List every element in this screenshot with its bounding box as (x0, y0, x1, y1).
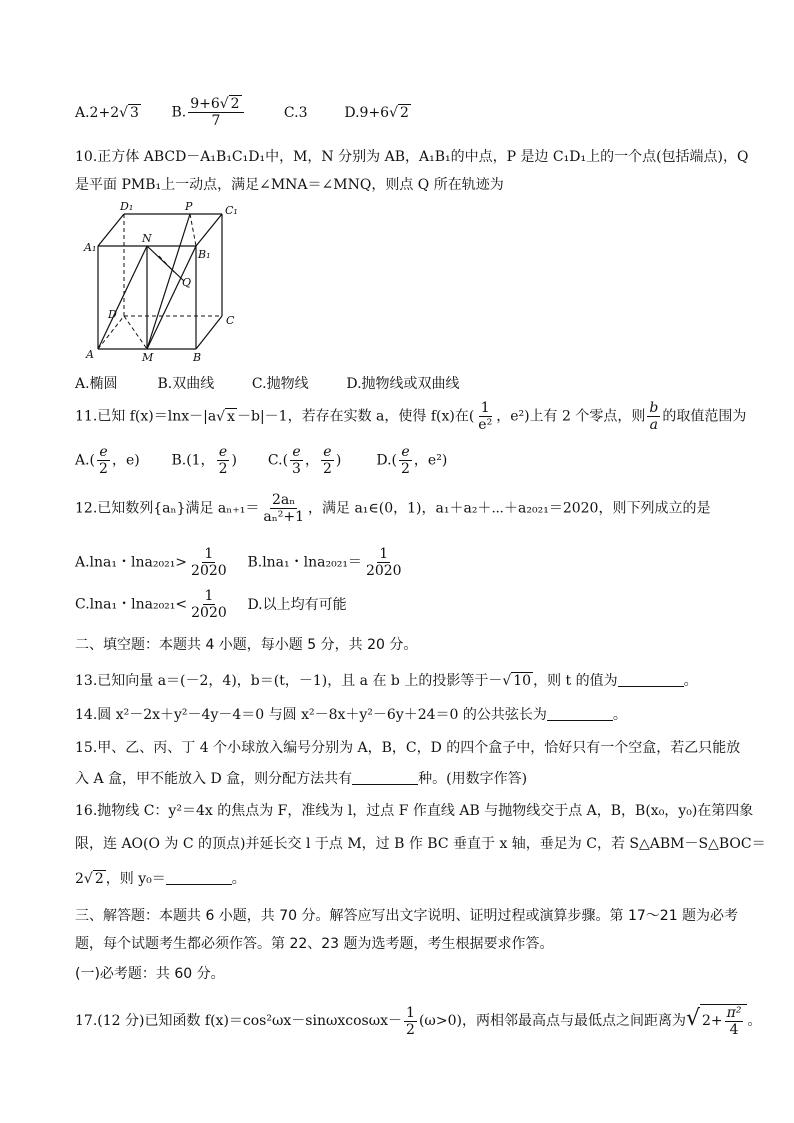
section-3-line3: (一)必考题：共 60 分。 (75, 966, 225, 982)
q16-line1: 16.抛物线 C：y²＝4x 的焦点为 F，准线为 l，过点 F 作直线 AB 与抛物线交于点 A，B，B(x₀，y₀)在第四象 (75, 803, 754, 819)
q13-answer-blank[interactable] (618, 672, 684, 687)
q11-suffix: 的取值范围为 (662, 408, 747, 425)
q15-answer-blank[interactable] (352, 770, 418, 785)
q11-mid2: ，e²)上有 2 个零点，则 (496, 408, 646, 425)
q15-line2: 入 A 盒，甲不能放入 D 盒，则分配方法共有 种。(用数字作答) (75, 771, 528, 787)
q14-text: 14.圆 x²－2x＋y²－4y－4＝0 与圆 x²－8x＋y²－6y＋24＝0 的公共弦长为 (75, 707, 547, 723)
q9-b-label: B. (171, 104, 187, 121)
section-3-line1: 三、解答题：本题共 6 小题，共 70 分。解答应写出文字说明、证明过程或演算步骤。第 17～21 题为必考 (75, 908, 739, 924)
q11-options (75, 444, 447, 477)
q10-option-a: A.椭圆 (75, 376, 118, 392)
q12-option-c: C.lna₁・lna₂₀₂₁< $\frac{1}{2020}$ (75, 588, 227, 622)
label-n: N (142, 232, 152, 245)
q9-d-rad: 2 (400, 104, 409, 121)
q11-option-d: D.( $\frac{e}{2}$ ，e²) (376, 444, 448, 478)
q10-option-b: B.双曲线 (157, 376, 215, 392)
q12-frac: $\frac{\text{2aₙ}}{\text{aₙ²+1}}$ (263, 492, 304, 526)
q13-suffix: ，则 t 的值为 (533, 673, 618, 689)
q9-a-rad: 3 (130, 104, 139, 121)
q9-options (75, 96, 411, 129)
q10-line2: 是平面 PMB₁上一动点，满足∠MNA＝∠MNQ，则点 Q 所在轨迹为 (75, 177, 504, 193)
label-p: P (185, 200, 193, 213)
label-b: B (193, 351, 202, 364)
q9-b-num-rad: 2 (230, 96, 240, 112)
q9-option-b (171, 96, 279, 129)
section-3-line2: 题，每个试题考生都必须作答。第 22、23 题为选考题，考生根据要求作答。 (75, 936, 554, 952)
q10-option-c: C.抛物线 (251, 376, 309, 392)
q17-sqrt: √ 2+ $\frac{\text{π²}}{4}$ (686, 1004, 748, 1038)
q15-line1: 15.甲、乙、丙、丁 4 个小球放入编号分别为 A，B，C，D 的四个盒子中，恰好只有一个空盒，若乙只能放 (75, 740, 741, 756)
q17-prefix: 17.(12 分)已知函数 f(x)＝cos²ωx－sinωxcosωx－ (75, 1013, 403, 1030)
q12-suffix: ，满足 a₁∈(0，1)，a₁＋a₂＋⋯＋a₂₀₂₁＝2020，则下列成立的是 (308, 500, 711, 517)
label-d: D (108, 308, 117, 321)
q11-option-a: A.( $\frac{e}{2}$ ，e) (75, 444, 140, 478)
q9-b-fraction: $\frac{9+6√ 2}{7}$ (188, 96, 243, 129)
q11-frac: $\frac{1}{\text{e²}}$ (478, 400, 493, 434)
q17-mid: (ω>0)，两相邻最高点与最低点之间距离为 (418, 1013, 686, 1030)
label-a1: A₁ (84, 241, 97, 254)
q12-option-a: A.lna₁・lna₂₀₂₁> $\frac{1}{2020}$ (75, 546, 227, 580)
q9-option-c: C.3 (283, 104, 308, 121)
q10-line1: 10.正方体 ABCD－A₁B₁C₁D₁中，M，N 分别为 AB，A₁B₁的中点，P 是边 C₁D₁上的一个点(包括端点)，Q (75, 149, 749, 165)
q12-stem (75, 492, 710, 525)
q16-line2: 限，连 AO(O 为 C 的顶点)并延长交 l 于点 M，过 B 作 BC 垂直于 x 轴，垂足为 C，若 S△ABM－S△BOC＝ (75, 836, 766, 852)
q16-answer-blank[interactable] (166, 870, 232, 885)
q11-rad: x (227, 408, 235, 425)
q9-a-text: A.2+2 (75, 104, 120, 121)
q9-option-d: D.9+6√ 2 (344, 104, 409, 121)
q13: 13.已知向量 a＝(－2，4)，b＝(t，－1)，且 a 在 b 上的投影等于－√ 10 ，则 t 的值为 。 (75, 673, 698, 689)
q13-rad: 10 (513, 673, 532, 689)
label-c1: C₁ (225, 204, 238, 217)
q16-line3: 2√ 2 ，则 y₀＝ 。 (75, 871, 246, 887)
q12-options-ab (75, 546, 406, 579)
q17: 17.(12 分)已知函数 f(x)＝cos²ωx－sinωxcosωx－ $\frac{1}{2}$ (ω>0)，两相邻最高点与最低点之间距离为√ 2+ $\frac{\text{π²}}{4}$ 。 (75, 1004, 762, 1039)
label-b1: B₁ (198, 248, 211, 261)
q9-option-a (75, 105, 167, 122)
q12-prefix: 12.已知数列{aₙ}满足 aₙ₊₁＝ (75, 500, 260, 517)
q9-b-den: 7 (211, 113, 221, 130)
cube-figure (72, 196, 252, 366)
section-2-heading: 二、填空题：本题共 4 小题，每小题 5 分，共 20 分。 (75, 637, 418, 653)
q14-answer-blank[interactable] (547, 706, 613, 721)
q10-options (75, 376, 460, 393)
q11-stem: 11.已知 f(x)＝lnx－|a√ x －b|－1，若存在实数 a，使得 f(x)在( $\frac{1}{\text{e²}}$ ，e²)上有 2 个零点，则 $\frac{b}{a}$ 的取值范围为 (75, 400, 747, 434)
sqrt: √ 3 (119, 104, 139, 121)
q14: 14.圆 x²－2x＋y²－4y－4＝0 与圆 x²－8x＋y²－6y＋24＝0 的公共弦长为 。 (75, 707, 627, 723)
q12-option-d: D.以上均有可能 (247, 596, 347, 613)
q11-prefix: 11.已知 f(x)＝lnx－|a (75, 408, 217, 425)
q12-option-b: B.lna₁・lna₂₀₂₁＝ $\frac{1}{2020}$ (247, 546, 402, 580)
label-c: C (226, 314, 235, 327)
label-m: M (142, 351, 154, 364)
label-d1: D₁ (120, 200, 134, 213)
q11-option-b: B.(1， $\frac{e}{2}$ ) (171, 444, 237, 478)
q11-option-c: C.( $\frac{e}{3}$ ， $\frac{e}{2}$ ) (267, 444, 342, 478)
q17-frac: $\frac{1}{2}$ (406, 1004, 415, 1038)
q11-ratio: $\frac{b}{a}$ (649, 400, 659, 434)
q11-mid: －b|－1，若存在实数 a，使得 f(x)在( (237, 408, 475, 425)
label-a: A (86, 348, 94, 361)
label-q: Q (182, 276, 192, 289)
q9-b-num: 9+6 (190, 96, 220, 112)
q12-options-cd (75, 588, 347, 621)
q9-d-text: D.9+6 (344, 104, 390, 121)
q13-prefix: 13.已知向量 a＝(－2，4)，b＝(t，－1)，且 a 在 b 上的投影等于－ (75, 673, 503, 689)
q10-option-d: D.抛物线或双曲线 (346, 376, 460, 392)
